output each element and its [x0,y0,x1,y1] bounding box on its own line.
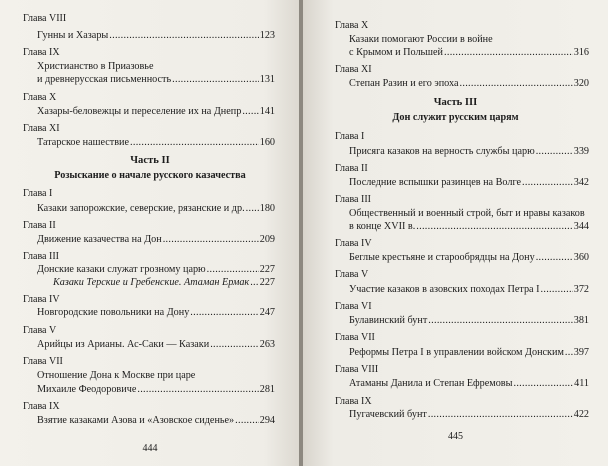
toc-entry-title: Беглые крестьяне и старообрядцы на Дону [349,252,535,263]
toc-entry [37,415,275,427]
toc-page-number: 281 [259,384,275,395]
toc-entry-title: Присяга казаков на верность службы царю [349,146,535,157]
chapter-heading: Глава X [23,92,57,103]
toc-entry [349,315,589,327]
toc-entry-title: Движение казачества на Дон [37,234,162,245]
chapter-heading: Глава IX [23,47,60,58]
chapter-heading: Глава VII [335,332,375,343]
toc-page-number: 131 [259,74,275,85]
toc-page-number: 227 [259,277,275,288]
toc-entry [53,277,275,289]
toc-entry-title: Казаки Терские и Гребенские. Атаман Ермак [53,277,250,288]
chapter-heading: Глава IV [23,294,60,305]
toc-entry-title: Общественный и военный строй, быт и нравы казаков [349,208,585,219]
toc-entry-title: Донские казаки служат грозному царю [37,264,206,275]
part-subtitle: Дон служит русским царям [392,112,519,123]
toc-entry-title: Хазары-беловежцы и переселение их на Днепр [37,106,242,117]
toc-page-number: 160 [259,137,275,148]
chapter-heading: Глава XI [335,64,372,75]
toc-page-number: 411 [574,378,589,389]
toc-page-number: 381 [573,315,589,326]
chapter-heading: Глава IX [23,401,60,412]
toc-entry-title: Атаманы Данила и Степан Ефремовы [349,378,513,389]
toc-entry-title: Отношение Дона к Москве при царе [37,370,196,381]
toc-page-number: 141 [259,106,275,117]
toc-entry-title: Степан Разин и его эпоха [349,78,459,89]
chapter-heading: Глава III [335,194,371,205]
toc-page-number: 227 [259,264,275,275]
toc-entry [37,106,275,118]
toc-entry-title: Участие казаков в азовских походах Петра I [349,284,540,295]
chapter-heading: Глава V [23,325,57,336]
toc-page-number: 123 [259,30,275,41]
toc-entry-title: Арийцы из Арианы. Ас-Саки — Казаки [37,339,210,350]
toc-page-number: 397 [573,347,589,358]
toc-page-number: 247 [259,307,275,318]
toc-entry [349,284,589,296]
toc-entry-title: Новгородские повольники на Дону [37,307,190,318]
toc-entry-title-cont: и древнерусская письменность [37,74,172,85]
toc-page-number: 342 [573,177,589,188]
toc-page-number: 209 [259,234,275,245]
toc-page-number: 422 [573,409,589,420]
toc-entry-title: Казаки запорожские, северские, рязанские и др. [37,203,245,214]
toc-entry-title: Последние вспышки разинцев на Волге [349,177,522,188]
chapter-heading: Глава III [23,251,59,262]
chapter-heading: Глава XI [23,123,60,134]
chapter-heading: Глава X [335,20,369,31]
toc-entry [37,203,275,215]
chapter-heading: Глава II [335,163,368,174]
toc-page-number: 339 [573,146,589,157]
toc-entry [37,307,275,319]
toc-entry [349,347,589,359]
toc-entry [37,234,275,246]
toc-page-number: 294 [259,415,275,426]
chapter-heading: Глава I [335,131,365,142]
part-title: Часть III [433,97,478,108]
toc-page-number: 344 [573,221,589,232]
toc-entry [349,146,589,158]
chapter-heading: Глава IX [335,396,372,407]
part-subtitle: Розыскание о начале русского казачества [54,170,246,181]
toc-page-number: 316 [573,47,589,58]
toc-entry [349,177,589,189]
toc-page-number: 320 [573,78,589,89]
toc-entry [37,74,275,86]
chapter-heading: Глава VII [23,356,63,367]
toc-entry [349,221,589,233]
toc-entry [37,339,275,351]
chapter-heading: Глава VIII [335,364,379,375]
left-page [0,0,300,466]
toc-page-number: 372 [573,284,589,295]
toc-page-number: 263 [259,339,275,350]
right-page [303,0,608,466]
toc-page-number: 360 [573,252,589,263]
chapter-heading: Глава II [23,220,56,231]
toc-entry [349,78,589,90]
toc-entry-title: Пугачевский бунт [349,409,427,420]
toc-entry-title: Булавинский бунт [349,315,428,326]
toc-entry [349,252,589,264]
toc-entry-title-cont: с Крымом и Польшей [349,47,444,58]
page-number: 445 [448,431,463,442]
part-title: Часть II [130,155,170,166]
chapter-heading: Глава VI [335,301,372,312]
toc-entry [349,47,589,59]
chapter-heading: Глава I [23,188,53,199]
page-number: 444 [142,443,158,454]
toc-entry [37,137,275,149]
toc-entry-title: Взятие казаками Азова и «Азовское сиденье» [37,415,235,426]
chapter-heading: Глава V [335,269,369,280]
chapter-heading: Глава VIII [23,13,67,24]
toc-entry-title: Гунны и Хазары [37,30,109,41]
toc-entry-title: Татарское нашествие [37,137,130,148]
toc-entry [37,30,275,42]
toc-entry [37,264,275,276]
toc-page-number: 180 [259,203,275,214]
toc-entry-title: Христианство в Приазовье [37,61,154,72]
toc-entry-title-cont: в конце XVII в. [349,221,416,232]
toc-entry-title: Казаки помогают России в войне [349,34,493,45]
toc-entry-title: Реформы Петра I в управлении войском Донским [349,347,564,358]
toc-entry [349,378,589,390]
toc-entry [349,409,589,421]
chapter-heading: Глава IV [335,238,372,249]
toc-entry-title-cont: Михаиле Феодоровиче [37,384,137,395]
toc-entry [37,384,275,396]
